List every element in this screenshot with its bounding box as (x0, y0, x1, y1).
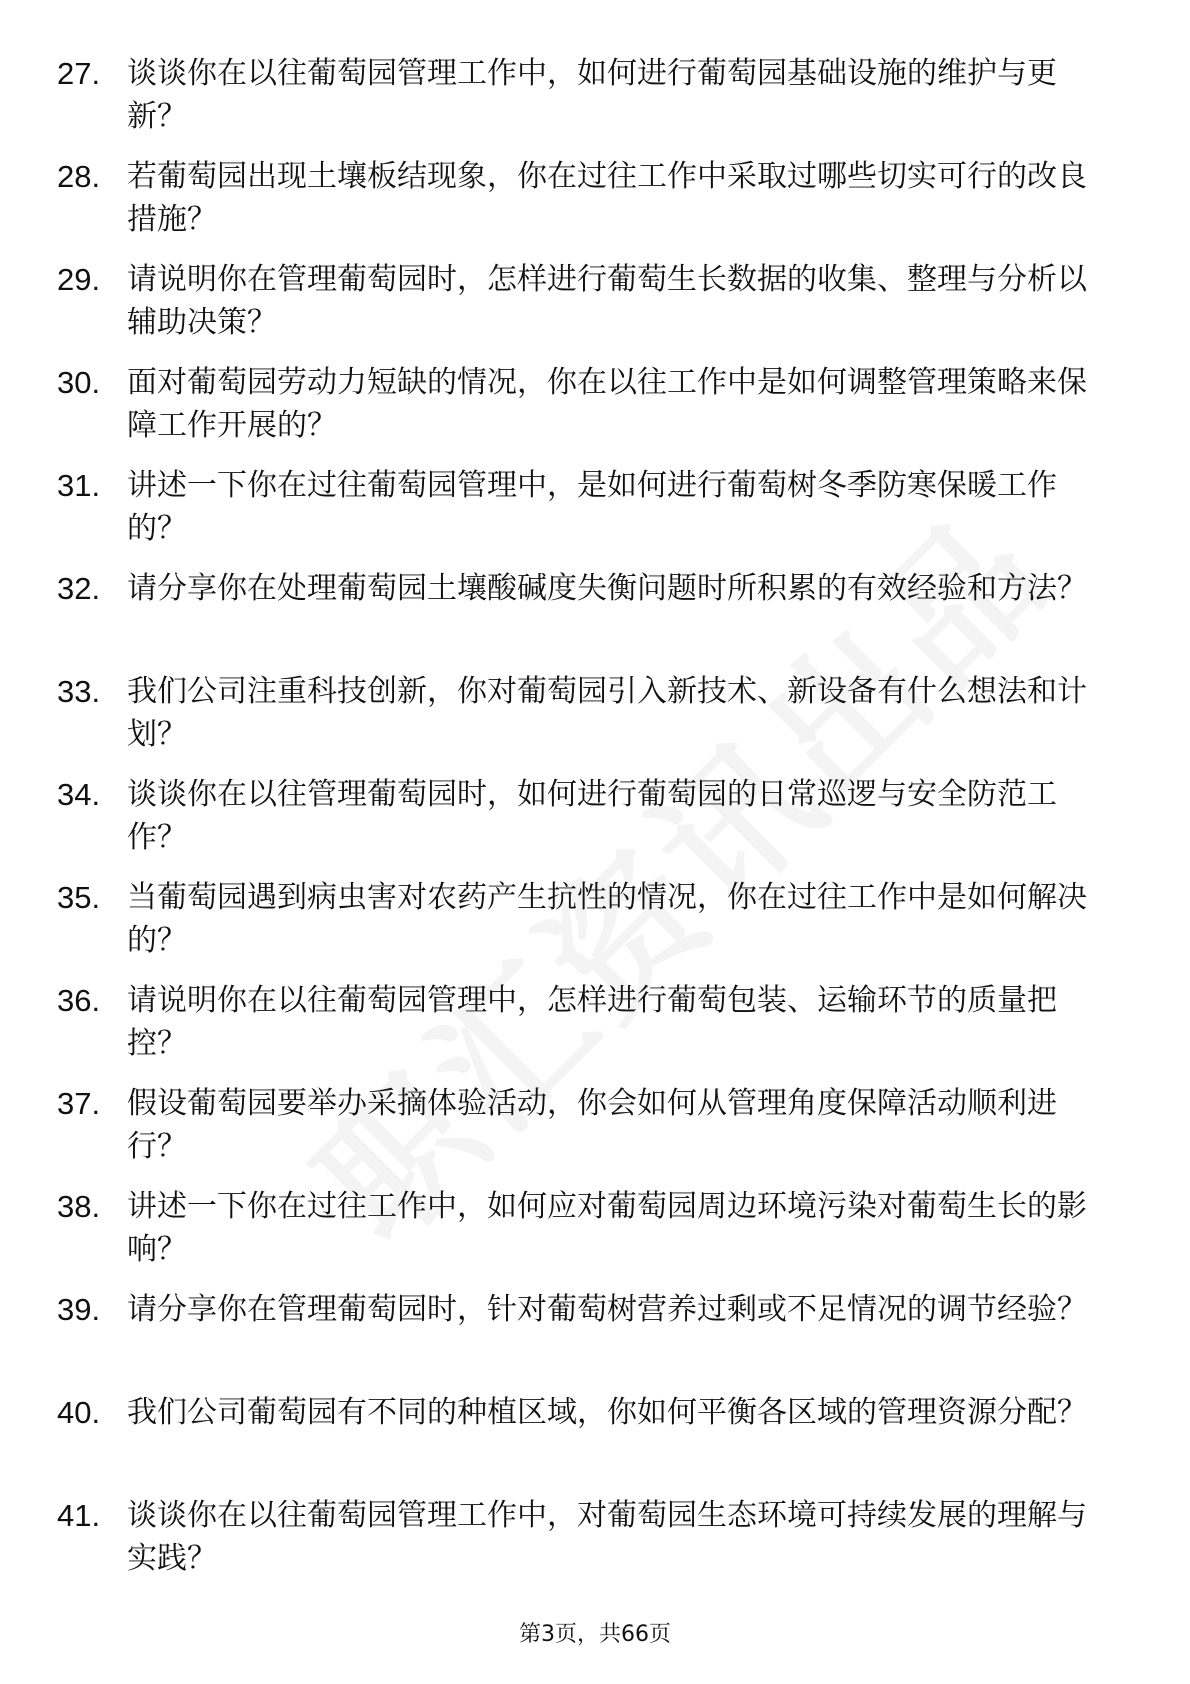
list-item (0, 773, 1107, 876)
question-number: 34. (57, 777, 101, 812)
question-number: 36. (57, 983, 101, 1018)
list-item (0, 464, 1107, 567)
list-item (0, 567, 1107, 670)
question-number: 41. (57, 1498, 101, 1533)
list-item (0, 1185, 1107, 1288)
question-number: 39. (57, 1292, 101, 1327)
question-number: 32. (57, 571, 101, 606)
question-number: 29. (57, 262, 101, 297)
question-text: 当葡萄园遇到病虫害对农药产生抗性的情况，你在过往工作中是如何解决的？ (127, 880, 1087, 958)
question-text: 谈谈你在以往管理葡萄园时，如何进行葡萄园的日常巡逻与安全防范工作？ (127, 777, 1057, 855)
list-item (0, 1082, 1107, 1185)
question-number: 31. (57, 468, 101, 503)
question-list (0, 52, 1190, 1597)
list-item (0, 1288, 1107, 1391)
question-text: 讲述一下你在过往葡萄园管理中，是如何进行葡萄树冬季防寒保暖工作的？ (127, 468, 1057, 546)
list-item (0, 979, 1107, 1082)
question-text: 若葡萄园出现土壤板结现象，你在过往工作中采取过哪些切实可行的改良措施？ (127, 159, 1087, 237)
question-number: 33. (57, 674, 101, 709)
question-text: 谈谈你在以往葡萄园管理工作中，如何进行葡萄园基础设施的维护与更新？ (127, 56, 1057, 134)
list-item (0, 52, 1107, 155)
question-text: 请分享你在管理葡萄园时，针对葡萄树营养过剩或不足情况的调节经验？ (127, 1292, 1087, 1327)
list-item (0, 258, 1107, 361)
question-text: 我们公司注重科技创新，你对葡萄园引入新技术、新设备有什么想法和计划？ (127, 674, 1087, 752)
question-number: 27. (57, 56, 101, 91)
question-number: 38. (57, 1189, 101, 1224)
question-text: 我们公司葡萄园有不同的种植区域，你如何平衡各区域的管理资源分配？ (127, 1395, 1087, 1430)
list-item (0, 1494, 1107, 1597)
question-text: 讲述一下你在过往工作中，如何应对葡萄园周边环境污染对葡萄生长的影响？ (127, 1189, 1087, 1267)
list-item (0, 876, 1107, 979)
question-number: 30. (57, 365, 101, 400)
list-item (0, 155, 1107, 258)
question-text: 假设葡萄园要举办采摘体验活动，你会如何从管理角度保障活动顺利进行？ (127, 1086, 1057, 1164)
question-text: 请分享你在处理葡萄园土壤酸碱度失衡问题时所积累的有效经验和方法？ (127, 571, 1087, 606)
question-text: 请说明你在以往葡萄园管理中，怎样进行葡萄包装、运输环节的质量把控？ (127, 983, 1057, 1061)
page-footer: 第3页，共66页 (519, 1622, 671, 1647)
question-text: 请说明你在管理葡萄园时，怎样进行葡萄生长数据的收集、整理与分析以辅助决策？ (127, 262, 1087, 340)
list-item (0, 361, 1107, 464)
question-text: 谈谈你在以往葡萄园管理工作中，对葡萄园生态环境可持续发展的理解与实践？ (127, 1498, 1087, 1576)
question-number: 28. (57, 159, 101, 194)
list-item (0, 1391, 1107, 1494)
question-number: 40. (57, 1395, 101, 1430)
question-number: 37. (57, 1086, 101, 1121)
list-item (0, 670, 1107, 773)
question-number: 35. (57, 880, 101, 915)
question-text: 面对葡萄园劳动力短缺的情况，你在以往工作中是如何调整管理策略来保障工作开展的？ (127, 365, 1087, 443)
